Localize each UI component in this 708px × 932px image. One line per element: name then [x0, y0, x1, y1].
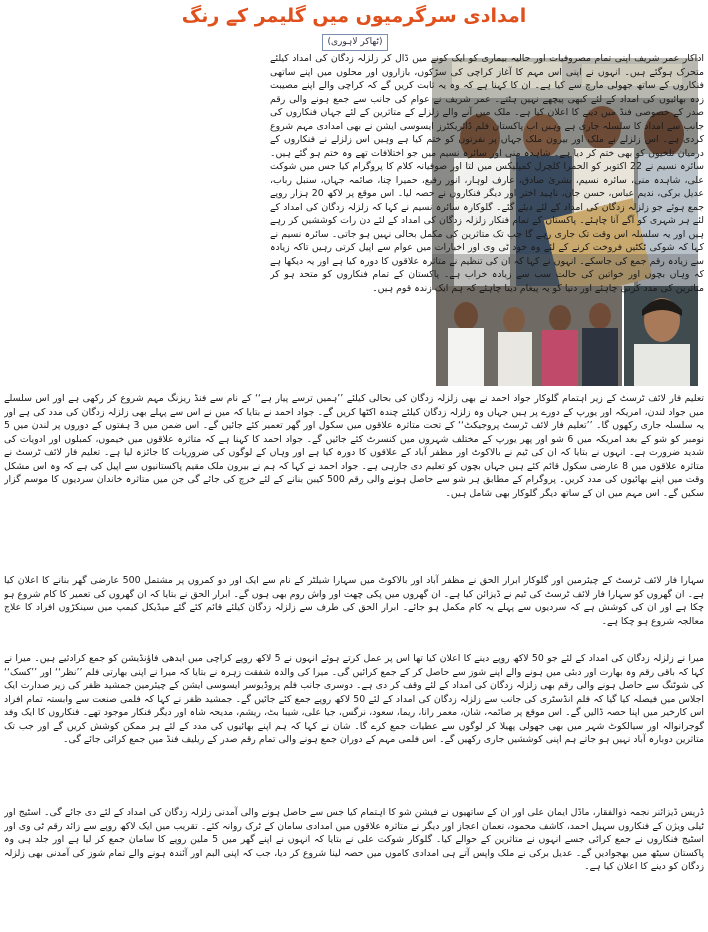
section-paragraph: ڈریس ڈیزائنر نجمہ ذوالفقار، ماڈل ایمان علی اور ان کے ساتھیوں نے فیشن شو کا اہتمام کیا جس سے حاصل ہونے والی آمدنی زلزلہ زدگان کی امداد کے لئے دی جائے گی۔ اسٹیج اور ٹیلی ویژن کے فنکاروں سہیل احمد، کاشف محمود، نعمان اعجاز اور دیگر نے متاثرہ علاقوں میں امدادی سامان کے ٹرک روانہ کئے۔ تقریب میں ایک لاکھ روپے سے زائد رقم ٹی وی اور اسٹیج فنکاروں نے جمع کرائی جسے انہوں نے متاثرین کے حوالے کیا۔ گلوکار شوکت علی نے بتایا کہ انہوں نے اپنے گھر میں 5 ملین روپے کا سامان جمع کر لیا ہے اور جلد ہی وہ پاکستان سیٹھ میں بھجوادیں گے۔ عدیل برکی نے ملک واپس آتے ہی امدادی کاموں میں حصہ لینا شروع کر دیا، جب کہ اپنی البم اور آئندہ ہونے والے تمام شوز کی آمدنی بھی زلزلہ زدگان کو دینے کا اعلان کیا ہے۔	[4, 807, 704, 872]
article-intro-text	[270, 52, 704, 388]
article-byline: (ٹھاکر لاہوری)	[322, 34, 388, 51]
section-jawad-ahmed	[4, 392, 704, 572]
section-meera-film-industry	[4, 652, 704, 804]
article-title: امدادی سرگرمیوں میں گلیمر کے رنگ	[181, 5, 527, 27]
section-abrar-ul-haq	[4, 574, 704, 650]
section-paragraph: میرا نے زلزلہ زدگان کی امداد کے لئے جو 50 لاکھ روپے دینے کا اعلان کیا تھا اس پر عمل کرتے ہوئے انہوں نے 5 لاکھ روپے کراچی میں ایدھی فاؤنڈیشن کو جمع کرادئیے ہیں۔ میرا نے کہا کہ باقی رقم وہ بھارت اور دبئی میں ہونے والے اپنے شوز سے حاصل کر کے جمع کرائیں گی۔ میرا کی والدہ شفقت زہرہ نے بتایا کہ میرا نے اپنی بھارتی فلم ’’نظر‘‘ اور ’’کسک‘‘ کی شوٹنگ سے حاصل ہونے والی رقم بھی زلزلہ زدگان کی امداد کے لئے وقف کر دی ہے۔ دوسری جانب فلم پروڈیوسر ایسوسی ایشن کے چیئرمین جمشید ظفر کی زیر صدارت ایک اجلاس میں فیصلہ کیا گیا کہ فلم انڈسٹری کی جانب سے زلزلہ زدگان کی امداد کے لئے 50 لاکھ روپے جمع کئے جائیں گے۔ جمشید ظفر نے کہا کہ فلمی صنعت سے وابستہ تمام افراد اس کارخیر میں اپنا حصہ ڈالیں گے۔ اس موقع پر صائمہ، شان، معمر رانا، ریما، سعود، نرگس، جیا علی، شیبا بٹ، ریشم، مدیحہ شاہ اور دیگر فنکار موجود تھے۔ فنکاروں کا ایک وفد گوجرانوالہ اور سیالکوٹ شہر میں بھی جھولی پھیلا کر لوگوں سے عطیات جمع کرے گا۔ شان نے کہا کہ ہم اپنے بھائیوں کی مدد کے لئے ہر ممکن کوشش کریں گے اور جب تک متاثرین دوبارہ آباد نہیں ہو جاتے ہم اپنی کوششیں جاری رکھیں گے۔ اس فلمی مہم کے دوران جمع ہونے والی تمام رقم صدر کے ریلیف فنڈ میں جمع کرائی جائے گی۔	[4, 653, 704, 745]
section-paragraph: تعلیم فار لائف ٹرسٹ کے زیر اہتمام گلوکار جواد احمد نے بھی زلزلہ زدگان کی بحالی کیلئے ’’ہمیں ترسے پیار ہے‘‘ کے نام سے فنڈ ریزنگ مہم شروع کر رکھی ہے اور اس سلسلے میں جواد لندن، امریکہ اور یورپ کے دورے پر ہیں جہاں وہ زلزلہ زدگان کیلئے چندہ اکٹھا کریں گے۔ جواد احمد نے بتایا کہ میں نے اس سے پہلے بھی زلزلہ زدگان کی مدد کی ہے اور یہ سلسلہ جاری رکھوں گا۔ ’’تعلیم فار لائف ٹرسٹ پروجیکٹ‘‘ کے تحت متاثرہ علاقوں میں سکول اور گھر تعمیر کئے جائیں گے۔ اس ضمن میں 3 ہفتوں کے دوروں پر لندن میں 5 نومبر کو شو کے بعد امریکہ میں 6 شو اور پھر یورپ کے مختلف شہروں میں کنسرٹ کئے جائیں گے۔ جواد احمد کا کہنا ہے کہ متاثرہ علاقوں میں خیموں، کمبلوں اور ادویات کی شدید ضرورت ہے۔ انہوں نے بتایا کہ ان کی ٹیم نے بالاکوٹ اور مظفر آباد کے علاقوں کا دورہ کیا ہے اور وہاں کے لوگوں کی ضروریات کا جائزہ لیا ہے۔ تعلیم فار لائف ٹرسٹ نے متاثرہ علاقوں میں 8 عارضی سکول قائم کئے ہیں جہاں بچوں کو تعلیم دی جارہی ہے۔ جواد احمد نے کہا کہ ہم نے بیرون ملک مقیم پاکستانیوں سے اپیل کی ہے کہ وہ اس مشکل وقت میں اپنے بھائیوں کی مدد کریں۔ پروگرام کے مطابق ہر شو سے حاصل ہونے والی رقم 500 کیبن بنانے کے لئے خرچ کی جائے گی جن میں متاثرہ خاندان سردیوں کا موسم گزار سکیں گے۔ اس مہم میں ان کے ساتھ دیگر گلوکار بھی شامل ہیں۔	[4, 393, 704, 499]
section-fashion-show	[4, 806, 704, 930]
intro-paragraph: اداکار عمر شریف اپنی تمام مصروفیات اور حالیہ بیماری کو ایک کونے میں ڈال کر زلزلہ زدگان کی امداد کیلئے متحرک ہوگئے ہیں۔ انہوں نے اپنی اس مہم کا آغاز کراچی کی سڑکوں، بازاروں اور محلوں میں اپنے ساتھی فنکاروں کے ساتھ جھولی مارچ سے کیا ہے۔ ان کا کہنا ہے کہ وہ یہ ثابت کریں گے کہ کراچی والے اپنے مصیبت زدہ بھائیوں کی امداد کے لئے کبھی پیچھے نہیں ہٹتے۔ عمر شریف نے عوام کی جانب سے جمع ہونے والی رقم صدر کے خصوصی فنڈ میں دینے کا اعلان کیا ہے۔ ملک میں آنے والے زلزلے کے متاثرین کے لئے جہاں فنکاروں کی جانب سے امداد کا سلسلہ جاری ہے وہیں اب پاکستان فلم ڈائریکٹرز ایسوسی ایشن نے بھی امدادی مہم شروع کردی ہے۔ اس زلزلے نے ملک اور بیرون ملک جہاں پر نفرتوں کو ختم کیا ہے وہیں اس زلزلے نے فنکاروں کے درمیان تلخیوں کو بھی ختم کر دیا ہے۔ شاہدہ منی اور سائرہ نسیم میں جو اختلافات تھے وہ ختم ہو گئے ہیں۔ سائرہ نسیم نے 22 اکتوبر کو الحمرا کلچرل کمپلیکس میں لتا اور صوفیانہ کلام کا پروگرام کیا جس میں شوکت علی، شاہدہ منی، سائرہ نسیم، بشریٰ صادق، عارف لوہار، انور رفیع، حمیرا چنا، صائمہ جہاں، سنبل رباب، عدیل برکی، ندیم عباس، حسن جان، ناہید اختر اور دیگر فنکاروں نے حصہ لیا۔ اس موقع پر لاکھ 20 ہزار روپے جمع ہوئے جو زلزلہ زدگان کی امداد کے لئے دیئے گئے۔ گلوکارہ سائرہ نسیم نے کہا کہ زلزلہ زدگان کی امداد کے لئے ہر شہری کو آگے آنا چاہئے۔ پاکستان کے تمام فنکار زلزلہ زدگان کی امداد کے لئے دن رات کوششیں کر رہے ہیں اور یہ سلسلہ اس وقت تک جاری رہے گا جب تک متاثرین کی مکمل بحالی نہیں ہو جاتی۔ سائرہ نسیم نے کہا کہ شوکی ٹکٹیں فروخت کرنے کے لئے وہ خود ٹی وی اور اخبارات میں عوام سے اپیل کرتی رہیں تاکہ زیادہ سے زیادہ رقم جمع کی جاسکے۔ انہوں نے کہا کہ ان کی تنظیم نے متاثرہ علاقوں کا دورہ کیا ہے اور یہ دیکھا ہے کہ وہاں بچوں اور خواتین کی حالت سب سے زیادہ خراب ہے۔ پاکستان کے تمام فنکاروں کو متحد ہو کر متاثرین کی مدد کرنی چاہئے اور دنیا کو یہ پیغام دینا چاہئے کہ ہم ایک زندہ قوم ہیں۔	[270, 53, 704, 294]
section-paragraph: سہارا فار لائف ٹرسٹ کے چیئرمین اور گلوکار ابرار الحق نے مظفر آباد اور بالاکوٹ میں سہارا شیلٹر کے نام سے ایک اور دو کمروں پر مشتمل 500 عارضی گھر بنانے کا اعلان کیا ہے۔ ان گھروں کو سہارا فار لائف ٹرسٹ کی ٹیم نے ڈیزائن کیا ہے۔ ان گھروں میں پکی چھت اور واش روم بھی ہوں گے۔ ابرار الحق نے بتایا کہ ان گھروں کی تعمیر کا کام شروع ہو چکا ہے اور ان کی کوشش ہے کہ سردیوں سے پہلے یہ کام مکمل ہو جائے۔ ابرار الحق کی طرف سے زلزلہ زدگان کیلئے قائم کئے گئے میڈیکل کیمپ میں سینکڑوں افراد کا علاج معالجہ شروع ہو چکا ہے۔	[4, 575, 704, 627]
